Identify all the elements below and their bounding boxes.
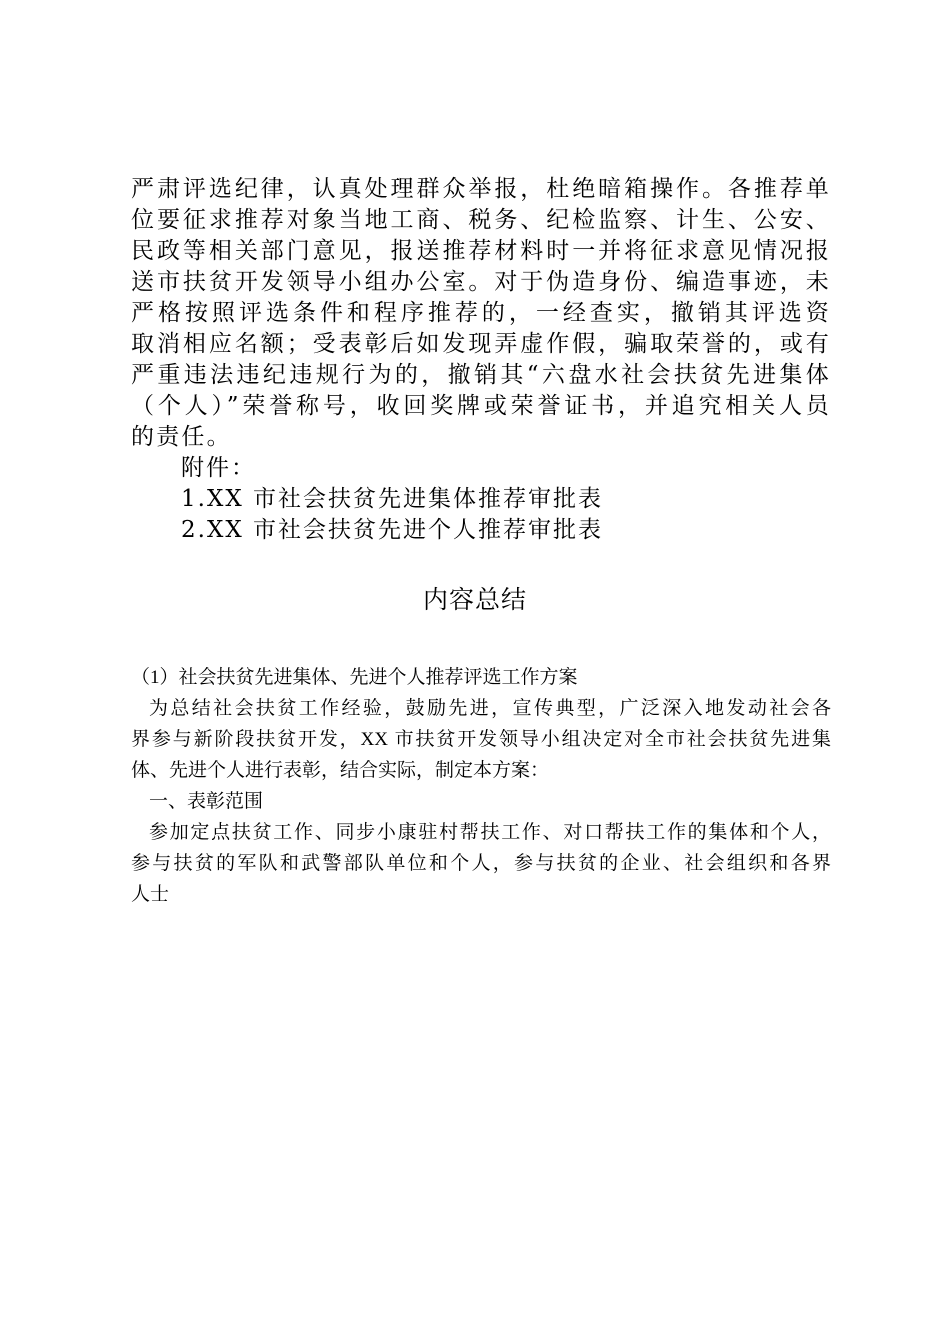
summary-line: 参加定点扶贫工作、同步小康驻村帮扶工作、对口帮扶工作的集体和个人， [149, 822, 831, 843]
summary-line: 为总结社会扶贫工作经验，鼓励先进，宣传典型，广泛深入地发动社会各 [149, 698, 831, 719]
attachments-label: 附件： [181, 455, 256, 481]
summary-section-heading: 一、表彰范围 [149, 791, 264, 812]
paragraph-line: 严肃评选纪律，认真处理群众举报，杜绝暗箱操作。各推荐单 [131, 176, 831, 202]
summary-heading: （1）社会扶贫先进集体、先进个人推荐评选工作方案 [131, 667, 578, 688]
paragraph-line: 取消相应名额；受表彰后如发现弄虚作假，骗取荣誉的，或有 [131, 331, 831, 357]
paragraph-line: 民政等相关部门意见，报送推荐材料时一并将征求意见情况报 [131, 238, 831, 264]
paragraph-line: （个人）”荣誉称号，收回奖牌或荣誉证书，并追究相关人员 [131, 393, 831, 419]
attachment-item: 1.XX 市社会扶贫先进集体推荐审批表 [181, 486, 604, 512]
attachments-list [181, 453, 821, 546]
paragraph-line: 严格按照评选条件和程序推荐的，一经查实，撤销其评选资 [131, 300, 831, 326]
summary-line: 人士 [131, 884, 170, 905]
summary-section [131, 662, 831, 910]
summary-line: 界参与新阶段扶贫开发，XX 市扶贫开发领导小组决定对全市社会扶贫先进集 [131, 729, 831, 750]
paragraph-line: 位要征求推荐对象当地工商、税务、纪检监察、计生、公安、 [131, 207, 831, 233]
summary-line: 体、先进个人进行表彰，结合实际，制定本方案： [131, 760, 550, 781]
main-paragraph [131, 174, 831, 453]
paragraph-line: 送市扶贫开发领导小组办公室。对于伪造身份、编造事迹，未 [131, 269, 831, 295]
paragraph-line: 严重违法违纪违规行为的，撤销其“六盘水社会扶贫先进集体 [131, 362, 831, 388]
summary-line: 参与扶贫的军队和武警部队单位和个人，参与扶贫的企业、社会组织和各界 [131, 853, 831, 874]
summary-title: 内容总结 [422, 585, 527, 614]
paragraph-line: 的责任。 [131, 424, 232, 450]
attachment-item: 2.XX 市社会扶贫先进个人推荐审批表 [181, 517, 604, 543]
